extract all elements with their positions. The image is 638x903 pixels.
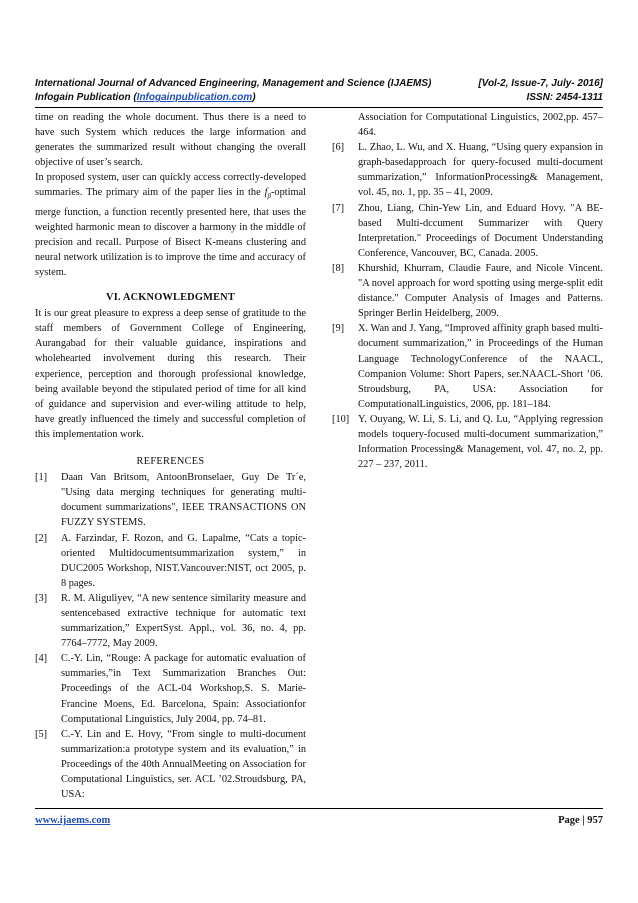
footer-rule [35,808,603,809]
running-header-line1 [35,78,603,89]
right-column [332,110,603,472]
publisher-prefix: Infogain Publication ( [35,92,137,103]
body-paragraph-2 [35,170,306,280]
reference-text: Zhou, Liang, Chin-Yew Lin, and Eduard Hovy. "A BE-based Multi-dccument Summarizer with Query Interpretation." Proceedings of Document Understanding Conference, Vancouver, BC, Canada. 2005. [358,202,603,259]
reference-number: [1] [35,472,48,484]
f-beta-base: f [264,187,268,199]
reference-number: [4] [35,653,48,665]
reference-item [35,727,306,802]
reference-text: Y. Ouyang, W. Li, S. Li, and Q. Lu, “Applying regression models toquery-focused multi-document summarization,” Information Processing& Management, vol. 47, no. 2, pp. 227 – 237, 2011. [358,413,603,471]
website-link[interactable]: www.ijaems.com [35,815,111,826]
reference-number: [2] [35,532,48,544]
f-beta-subscript: β [267,192,271,201]
reference-item [35,651,306,726]
reference-number: [5] [35,728,48,740]
acknowledgment-text: It is our great pleasure to express a deep sense of gratitude to the staff members of Government College of Engineering, Aurangabad for their valuable guidance, inspirations and wholehearted involvement during this research. Their experience, perception and thorough professional knowledge, being available beyond the stipulated period of time for all kind of guidance and supervision and ever-wiling attitude to help, have greatly influenced the timely and successful completion of this implementation work. [35,308,306,440]
para2-text-after: -optimal merge function, a function recently presented here, that uses the weighted harmonic mean to discover a harmony in the middle of precision and recall. Purpose of Bisect K-means clustering and neural network utilization is to improve the time and accuracy of system. [35,187,306,278]
page-number: Page | 957 [558,815,603,826]
para2-text-before: In proposed system, user can quickly access correctly-developed summaries. The primary aim of the paper lies in the [35,172,306,199]
reference-text: C.-Y. Lin, “Rouge: A package for automatic evaluation of summaries,”in Text Summarization Branches Out: Proceedings of the ACL-04 Workshop,S. S. Marie-Francine Moens, Ed. Barcelona, Spain: Associationfor Computational Linguistics, July 2004, pp. 74–81. [61,653,306,725]
reference-number: [7] [332,202,345,214]
volume-issue: [Vol-2, Issue-7, July- 2016] [478,78,603,89]
reference-text: X. Wan and J. Yang, “Improved affinity graph based multi-document summarization,” in Proceedings of the Human Language TechnologyConference of the NAACL, Companion Volume: Short Papers, ser.NAACL-Short ’06. Stroudsburg, PA, USA: Association for ComputationalLinguistics, 2006, pp. 181–184. [358,323,603,410]
running-header-line2 [35,92,603,103]
left-column [35,110,306,802]
reference-item [35,591,306,651]
reference-number: [6] [332,142,345,154]
publisher-link[interactable]: Infogainpublication.com [136,92,253,103]
reference-item [332,201,603,261]
reference-item [332,140,603,200]
reference-continuation: Association for Computational Linguistics, 2002,pp. 457–464. [358,112,603,139]
journal-name: International Journal of Advanced Engineering, Management and Science (IJAEMS) [35,78,432,89]
reference-number: [8] [332,262,345,274]
reference-item [332,412,603,472]
reference-item [35,531,306,591]
reference-text: A. Farzindar, F. Rozon, and G. Lapalme, “Cats a topic-oriented Multidocumentsummarization system,” in DUC2005 Workshop, NIST.Vancouver:NIST, oct 2005, p. 8 pages. [61,532,306,589]
reference-number: [10] [332,413,350,425]
body-paragraph-1: time on reading the whole document. Thus there is a need to have such System which reduces the large information and generates the summarized result without changing the overall objective of user’s search. [35,112,306,169]
publisher-suffix: ) [252,92,256,103]
reference-number: [9] [332,323,345,335]
reference-number: [3] [35,592,48,604]
issn: ISSN: 2454-1311 [526,92,603,103]
reference-item [332,261,603,321]
header-rule [35,107,603,108]
reference-item [332,321,603,412]
reference-text: Daan Van Britsom, AntoonBronselaer, Guy De Tr´e, "Using data merging techniques for generating multi-document summarizations", IEEE TRANSACTIONS ON FUZZY SYSTEMS. [61,472,306,529]
reference-text: Khurshid, Khurram, Claudie Faure, and Nicole Vincent. "A novel approach for word spotting using merge-split edit distance." Computer Analysis of Images and Patterns. Springer Berlin Heidelberg, 2009. [358,262,603,320]
reference-text: L. Zhao, L. Wu, and X. Huang, “Using query expansion in graph-basedapproach for query-focused multi-document summarization,” InformationProcessing& Management, vol. 45, no. 1, pp. 35 – 41, 2009. [358,142,603,199]
page-footer [35,815,603,826]
acknowledgment-heading: VI. ACKNOWLEDGMENT [106,292,235,304]
references-heading: REFERENCES [136,456,205,468]
reference-item [35,470,306,530]
reference-text: R. M. Aliguliyev, “A new sentence similarity measure and sentencebased extractive technique for automatic text summarization,” ExpertSyst. Appl., vol. 36, no. 4, pp. 7764–7772, May 2009. [61,592,306,650]
reference-text: C.-Y. Lin and E. Hovy, “From single to multi-document summarization:a prototype system and its evaluation,” in Proceedings of the 40th AnnualMeeting on Association for Computational Linguistics, ser. ACL ’02.Stroudsburg, PA, USA: [61,728,306,801]
